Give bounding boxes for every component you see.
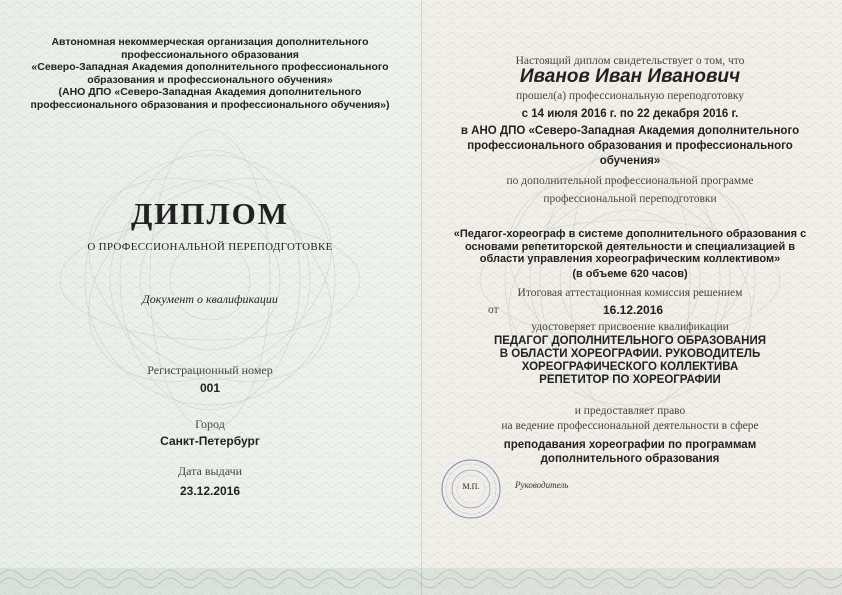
org-line: (АНО ДПО «Северо-Западная Академия дополнительного <box>58 86 362 98</box>
qualification-name <box>450 335 810 387</box>
institution-line: обучения» <box>599 155 661 167</box>
diploma-title: ДИПЛОМ <box>130 196 290 231</box>
qualification-line: РЕПЕТИТОР ПО ХОРЕОГРАФИИ <box>539 374 721 386</box>
program-label <box>440 172 820 208</box>
seal-stamp <box>440 458 502 520</box>
activity-line: преподавания хореографии по программам <box>503 439 757 451</box>
activity-text: на ведение профессиональной деятельности в сфере <box>501 420 759 432</box>
organization-name <box>20 36 400 111</box>
document-qualification-label: Документ о квалификации <box>142 292 278 306</box>
activity-line: дополнительного образования <box>540 453 720 465</box>
head-signature-label: Руководитель <box>515 480 569 490</box>
grants-text: и предоставляет право <box>574 405 686 417</box>
seal-label: М.П. <box>462 482 480 491</box>
program-line: «Педагог-хореограф в системе дополнительного образования с <box>453 228 807 240</box>
registration-number: 001 <box>199 381 221 395</box>
institution-line: в АНО ДПО «Северо-Западная Академия дополнительного <box>460 125 800 137</box>
institution-name <box>440 124 820 169</box>
program-line: области управления хореографическим коллективом» <box>479 253 781 265</box>
commission-text: Итоговая аттестационная комиссия решением <box>517 287 743 299</box>
org-line: профессионального образования <box>121 48 299 61</box>
institution-line: профессионального образования и профессионального <box>467 140 793 152</box>
city-label: Город <box>195 417 225 431</box>
city-value: Санкт-Петербург <box>160 434 260 448</box>
completed-text: прошел(а) профессиональную переподготовку <box>515 90 745 102</box>
training-period: с 14 июля 2016 г. по 22 декабря 2016 г. <box>521 108 739 120</box>
certificate-intro: Настоящий диплом свидетельствует о том, что <box>515 55 745 67</box>
program-hours: (в объеме 620 часов) <box>572 268 688 280</box>
confirms-text: удостоверяет присвоение квалификации <box>531 321 729 333</box>
program-label-line: по дополнительной профессиональной программе <box>506 175 754 187</box>
qualification-line: ПЕДАГОГ ДОПОЛНИТЕЛЬНОГО ОБРАЗОВАНИЯ <box>494 335 766 347</box>
program-name <box>440 228 820 266</box>
qualification-line: ХОРЕОГРАФИЧЕСКОГО КОЛЛЕКТИВА <box>521 361 739 373</box>
org-line: образования и профессионального обучения» <box>87 73 333 86</box>
program-label-line: профессиональной переподготовки <box>543 193 717 205</box>
diploma-subtitle: О ПРОФЕССИОНАЛЬНОЙ ПЕРЕПОДГОТОВКЕ <box>87 241 333 253</box>
page-fold <box>421 0 422 595</box>
org-line: профессионального образования и профессионального обучения») <box>30 98 390 111</box>
holder-name: Иванов Иван Иванович <box>519 66 741 87</box>
qualification-line: В ОБЛАСТИ ХОРЕОГРАФИИ. РУКОВОДИТЕЛЬ <box>499 348 761 360</box>
issue-date-label: Дата выдачи <box>177 464 243 478</box>
org-line: Автономная некоммерческая организация дополнительного <box>51 36 369 48</box>
registration-number-label: Регистрационный номер <box>147 363 273 377</box>
decision-date: 16.12.2016 <box>603 303 664 317</box>
org-line: «Северо-Западная Академия дополнительного профессионального <box>31 61 389 73</box>
program-line: основами репетиторской деятельности и специализацией в <box>464 240 796 253</box>
decision-from-label: от <box>488 304 499 316</box>
issue-date: 23.12.2016 <box>179 484 241 498</box>
